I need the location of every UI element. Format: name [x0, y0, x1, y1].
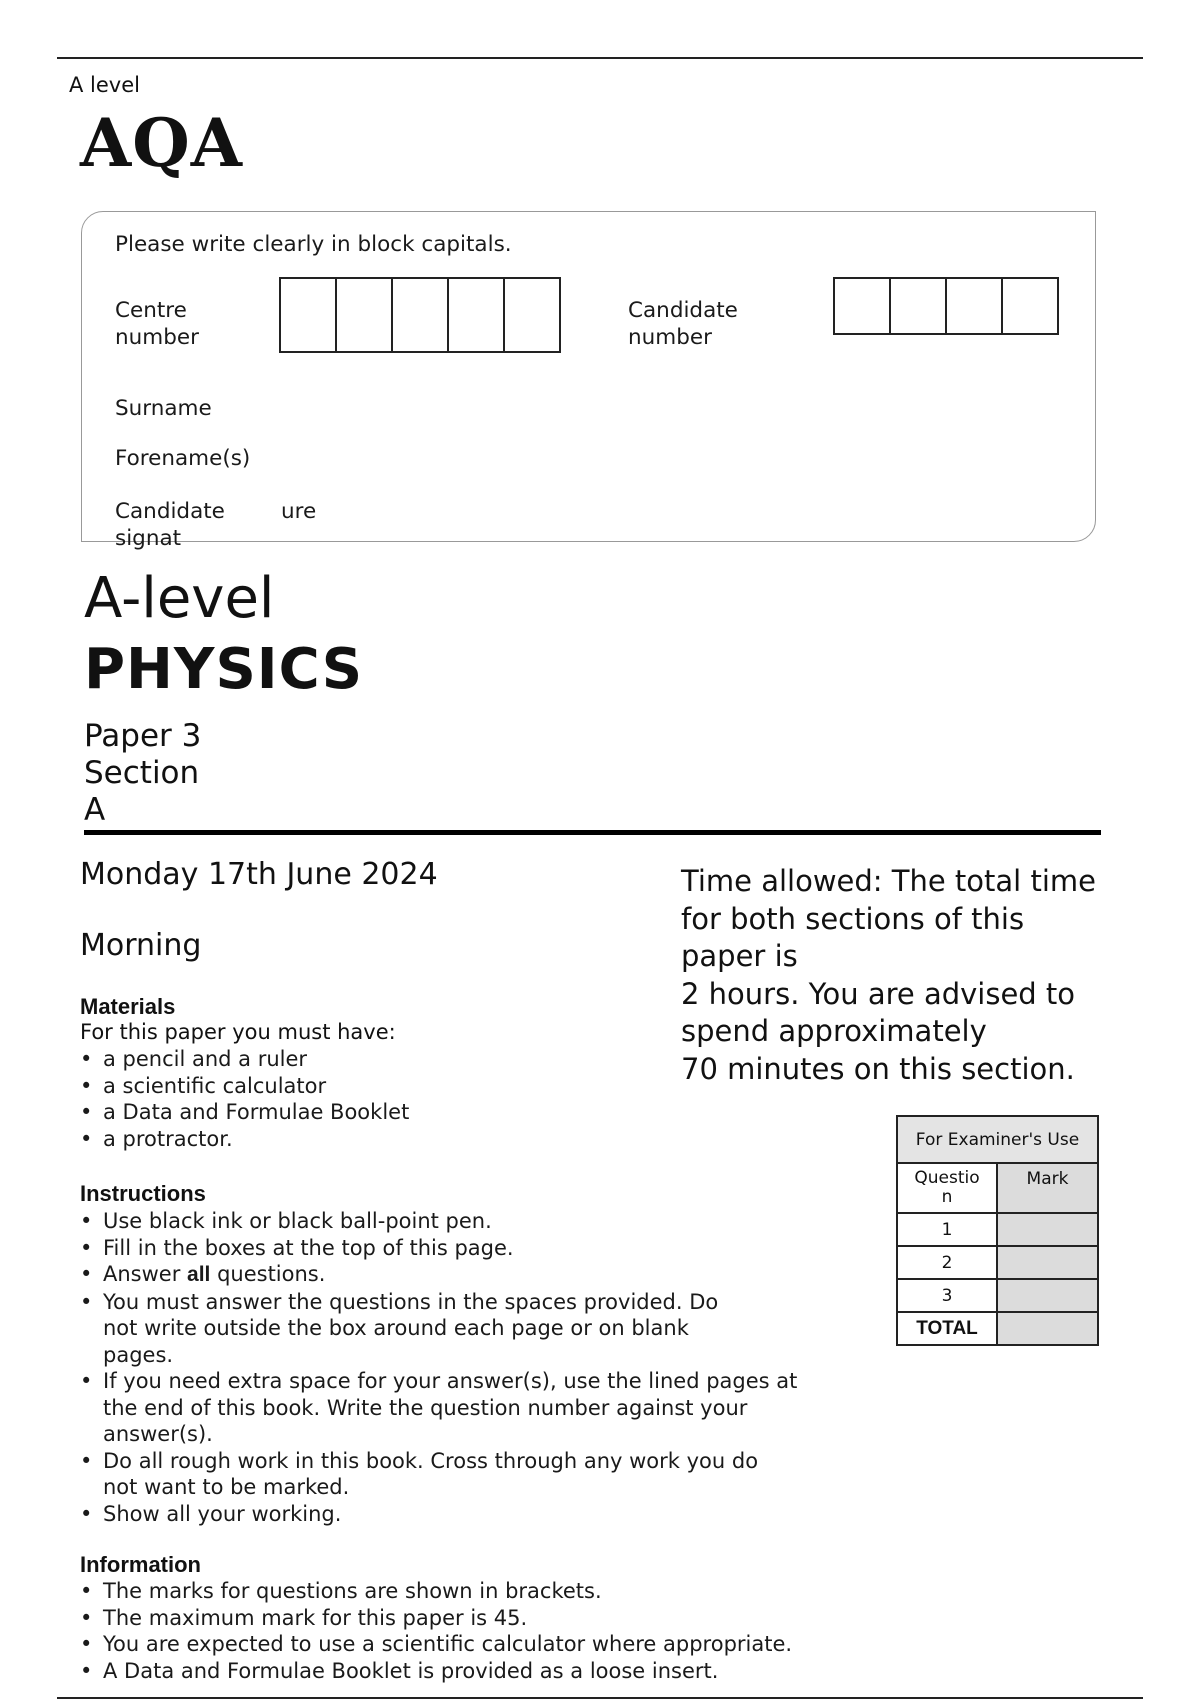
table-row: [897, 1246, 1098, 1279]
information-list: [80, 1578, 792, 1684]
signature-label: Candidate signat: [115, 499, 225, 551]
question-number: 3: [897, 1279, 997, 1312]
candidate-number-boxes[interactable]: [835, 277, 1059, 335]
list-item: • Answer all questions.: [80, 1261, 797, 1289]
total-label: TOTAL: [897, 1312, 997, 1345]
section-label: Section: [84, 755, 200, 791]
candidate-details-box: [81, 211, 1096, 542]
list-item: • Fill in the boxes at the top of this page.: [80, 1235, 797, 1262]
instructions-list: [80, 1208, 797, 1527]
list-item: • a protractor.: [80, 1126, 409, 1153]
total-mark-cell: [997, 1312, 1098, 1345]
list-item: • The maximum mark for this paper is 45.: [80, 1605, 792, 1632]
centre-number-digit-box[interactable]: [503, 277, 561, 353]
materials-list: [80, 1046, 409, 1152]
time-allowed: Time allowed: The total time for both sections of this paper is 2 hours. You are advised to spend approximately 70 minutes on this section.: [681, 864, 1096, 1086]
section-letter: A: [84, 792, 106, 828]
paper-number: Paper 3: [84, 718, 202, 754]
list-item: • Show all your working.: [80, 1501, 797, 1528]
table-row: [897, 1213, 1098, 1246]
list-item: • Do all rough work in this book. Cross through any work you do not want to be marked.: [80, 1448, 797, 1501]
mark-cell: [997, 1279, 1098, 1312]
list-item: • a pencil and a ruler: [80, 1046, 409, 1073]
list-item: • You are expected to use a scientific calculator where appropriate.: [80, 1631, 792, 1658]
materials-intro: For this paper you must have:: [80, 1020, 396, 1044]
mark-cell: [997, 1213, 1098, 1246]
question-number: 1: [897, 1213, 997, 1246]
examiner-use-table: [896, 1115, 1099, 1346]
signature-label-fragment: ure: [281, 499, 317, 524]
mark-cell: [997, 1246, 1098, 1279]
table-row: [897, 1312, 1098, 1345]
materials-heading: Materials: [80, 994, 176, 1019]
list-item: • A Data and Formulae Booklet is provided as a loose insert.: [80, 1658, 792, 1685]
information-heading: Information: [80, 1552, 201, 1577]
question-column-header: Questio n: [897, 1163, 997, 1213]
subject-title: PHYSICS: [84, 637, 364, 702]
candidate-number-digit-box[interactable]: [1001, 277, 1059, 335]
list-item: • Use black ink or black ball-point pen.: [80, 1208, 797, 1235]
table-row: [897, 1279, 1098, 1312]
top-rule: [57, 57, 1143, 59]
centre-number-digit-box[interactable]: [335, 277, 393, 353]
question-number: 2: [897, 1246, 997, 1279]
list-item: • You must answer the questions in the spaces provided. Do not write outside the box around each page or on blank pages.: [80, 1289, 797, 1369]
candidate-number-digit-box[interactable]: [833, 277, 891, 335]
candidate-number-label: Candidate number: [628, 298, 738, 350]
list-item: • The marks for questions are shown in brackets.: [80, 1578, 792, 1605]
candidate-number-digit-box[interactable]: [945, 277, 1003, 335]
bottom-rule: [57, 1697, 1143, 1699]
centre-number-digit-box[interactable]: [391, 277, 449, 353]
centre-number-digit-box[interactable]: [447, 277, 505, 353]
centre-number-boxes[interactable]: [281, 277, 561, 353]
centre-number-label: Centre number: [115, 298, 199, 350]
block-capitals-instruction: Please write clearly in block capitals.: [115, 232, 512, 257]
qualification-level: A-level: [84, 566, 275, 631]
exam-date: Monday 17th June 2024: [80, 857, 438, 892]
mark-column-header: Mark: [997, 1163, 1098, 1213]
aqa-logo: AQA: [80, 104, 243, 182]
level-label: A level: [69, 73, 140, 97]
title-rule: [84, 830, 1101, 835]
list-item: • If you need extra space for your answer(s), use the lined pages at the end of this book. Write the question number against your answer(s).: [80, 1368, 797, 1448]
list-item: • a scientific calculator: [80, 1073, 409, 1100]
instructions-heading: Instructions: [80, 1181, 206, 1206]
exam-session: Morning: [80, 928, 202, 963]
surname-label: Surname: [115, 396, 212, 421]
centre-number-digit-box[interactable]: [279, 277, 337, 353]
examiner-use-title: For Examiner's Use: [897, 1116, 1098, 1163]
candidate-number-digit-box[interactable]: [889, 277, 947, 335]
list-item: • a Data and Formulae Booklet: [80, 1099, 409, 1126]
forenames-label: Forename(s): [115, 446, 251, 471]
